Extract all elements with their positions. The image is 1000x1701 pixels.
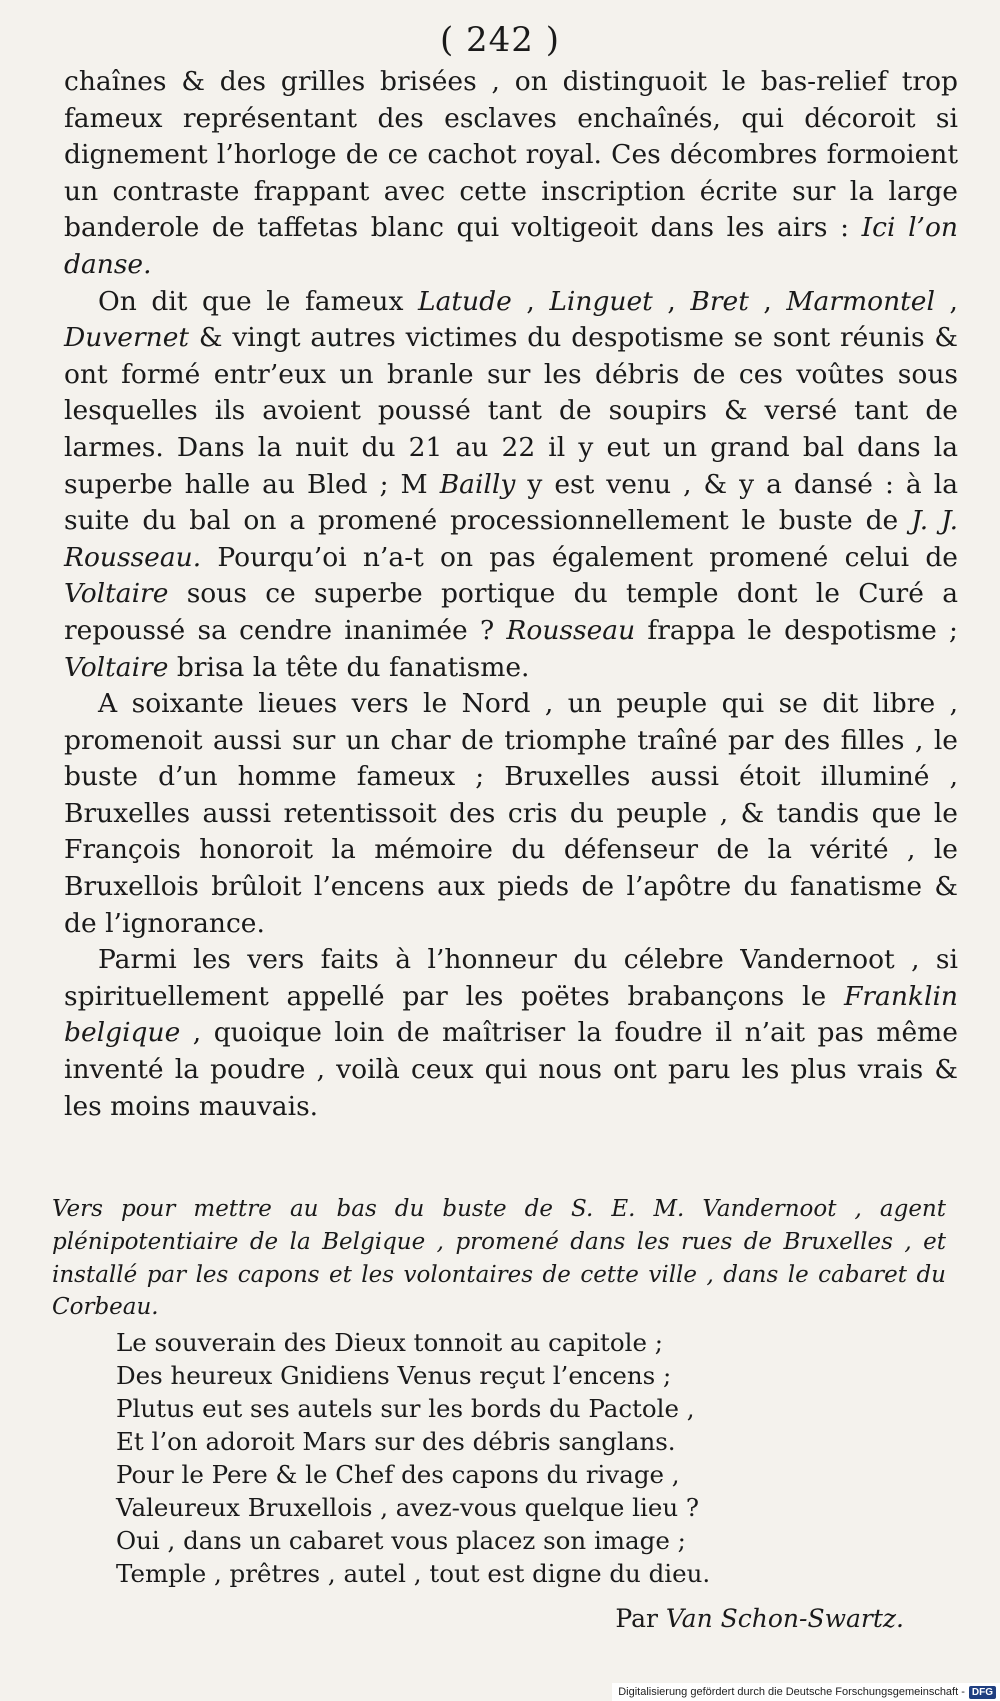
italic-text: J. J. Rousseau. [64,505,958,573]
signature [615,1604,904,1633]
italic-text: Bret [690,285,749,317]
text-run: frappa le despotisme ; [635,614,958,646]
text-run: , [652,285,691,317]
italic-text: Voltaire [64,578,169,610]
italic-text: Linguet [549,285,653,317]
dfg-logo: DFG [969,1686,996,1699]
italic-text: Latude [418,285,512,317]
paragraph-2 [64,284,958,687]
poem-line: Valeureux Bruxellois , avez-vous quelque lieu ? [116,1493,700,1522]
italic-text: Bailly [439,468,516,500]
poem-line: Des heureux Gnidiens Venus reçut l’encens ; [116,1361,672,1390]
text-run: , [748,285,787,317]
poem-line: Pour le Pere & le Chef des capons du rivage , [116,1460,680,1489]
italic-text: Duvernet [64,322,190,354]
italic-text: Marmontel [786,285,935,317]
footer-text: Digitalisierung gefördert durch die Deutsche Forschungsgemeinschaft - [618,1686,965,1698]
poem-line: Plutus eut ses autels sur les bords du Pactole , [116,1394,695,1423]
text-run: On dit que le fameux [98,285,418,317]
text-run: , [511,285,550,317]
text-run: y est venu , & y a dansé : à la suite du bal on a promené processionnellement le buste de [64,468,958,537]
text-run: , quoique loin de maîtriser la foudre il n’ait pas même inventé la poudre , voilà ceux qui nous ont paru les plus vrais & les moins mauvais. [64,1017,958,1122]
paragraph-3 [64,686,958,942]
text-run: & vingt autres victimes du despotisme se sont réunis & ont formé entr’eux un branle sur les débris de ces voûtes sous lesquelles ils avoient poussé tant de soupirs & versé tant de larmes. Dans la nuit du 21 au 22 il y eut un grand bal dans la superbe halle au Bled ; M [64,322,958,500]
poem [116,1326,946,1590]
italic-text: Ici l’on danse. [64,212,958,280]
signature-author: Van Schon-Swartz. [665,1604,904,1633]
poem-line: Le souverain des Dieux tonnoit au capitole ; [116,1328,663,1357]
page-number: ( 242 ) [439,20,561,60]
text-run: sous ce superbe portique du temple dont le Curé a repoussé sa cendre inanimée ? [64,578,958,646]
text-run: brisa la tête du fanatisme. [168,651,530,683]
poem-line: Et l’on adoroit Mars sur des débris sanglans. [116,1427,676,1456]
paragraph-1 [64,64,958,284]
body-text [64,64,958,1125]
text-run: Pourqu’oi n’a-t on pas également promené celui de [201,541,958,573]
text-run: chaînes & des grilles brisées , on distinguoit le bas-relief trop fameux représentant des esclaves enchaînés, qui décoroit si dignement l’horloge de ce cachot royal. Ces décombres formoient un contraste frappant avec cette inscription écrite sur la large banderole de taffetas blanc qui voltigeoit dans les airs : [64,66,958,244]
paragraph-4 [64,942,958,1125]
text-run: , [934,285,958,317]
signature-prefix: Par [615,1604,658,1633]
italic-text: Rousseau [506,614,636,646]
poem-caption: Vers pour mettre au bas du buste de S. E. M. Vandernoot , agent plénipotentiaire de la Belgique , promené dans les rues de Bruxelles , et installé par les capons et les volontaires de cette ville , dans le cabaret du Corbeau. [52,1196,946,1321]
text-run: A soixante lieues vers le Nord , un peuple qui se dit libre , promenoit aussi sur un char de triomphe traîné par des filles , le buste d’un homme fameux ; Bruxelles aussi étoit illuminé , Bruxelles aussi retentissoit des cris du peuple , & tandis que le François honoroit la mémoire du défenseur de la vérité , le Bruxellois brûloit l’encens aux pieds de l’apôtre du fanatisme & de l’ignorance. [64,688,958,939]
text-run: Parmi les vers faits à l’honneur du célebre Vandernoot , si spirituellement appellé par les poëtes brabançons le [64,944,958,1012]
poem-line: Oui , dans un cabaret vous placez son image ; [116,1526,686,1555]
italic-text: Franklin belgique [64,980,958,1049]
italic-text: Voltaire [64,651,169,683]
poem-line: Temple , prêtres , autel , tout est digne du dieu. [116,1559,711,1588]
digitization-footer [612,1683,1000,1701]
